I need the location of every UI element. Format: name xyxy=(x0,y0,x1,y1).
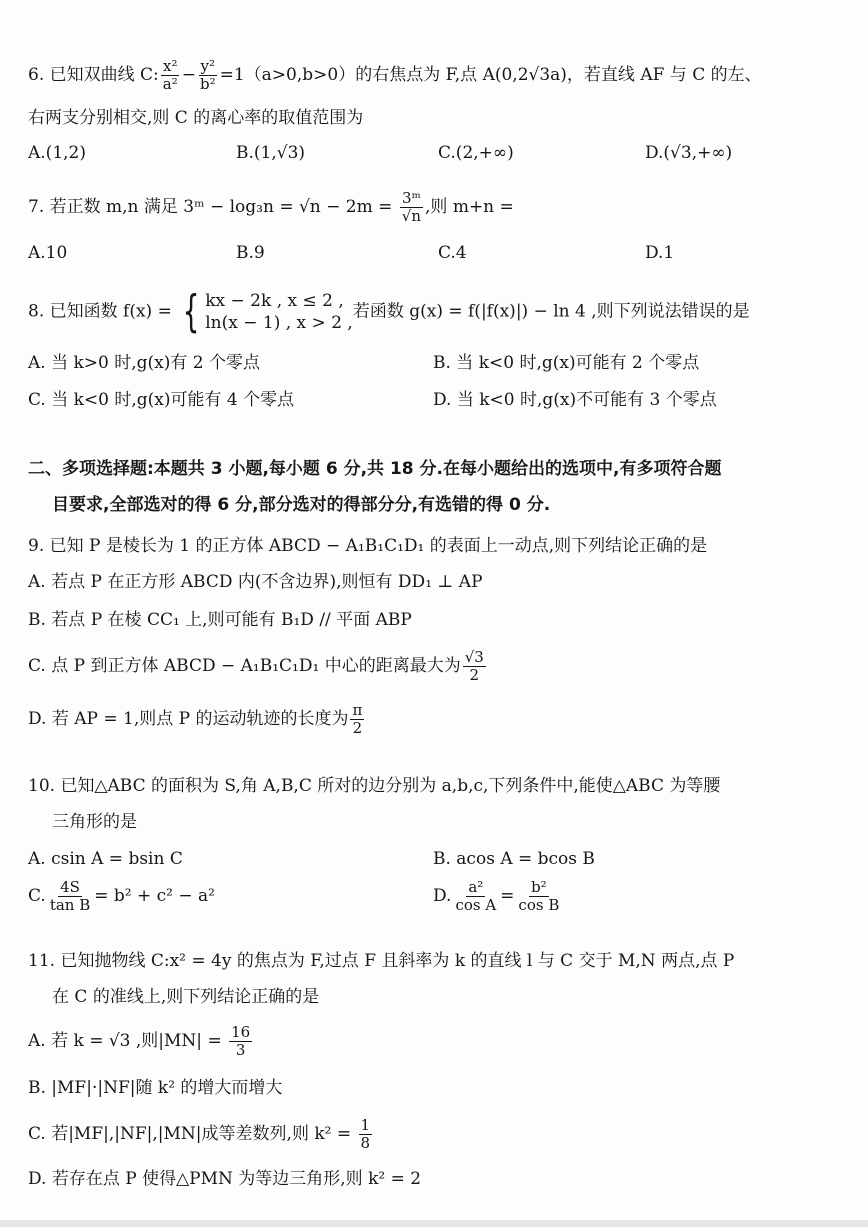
section-2-line1: 二、多项选择题:本题共 3 小题,每小题 6 分,共 18 分.在每小题给出的选项中,有多项符合题 xyxy=(28,459,722,479)
q6-frac-x-den: a² xyxy=(162,75,178,93)
q6-option-b: B.(1,√3) xyxy=(236,143,306,163)
q11-option-a-text: A. 若 k = √3 ,则|MN| = xyxy=(28,1031,228,1051)
q10-d-fraction-b xyxy=(516,879,561,914)
q10-option-c-rest: = b² + c² − a² xyxy=(94,886,215,906)
q10-d-equals: = xyxy=(500,886,515,906)
q8-option-b: B. 当 k<0 时,g(x)可能有 2 个零点 xyxy=(433,353,700,373)
q11-c-fraction xyxy=(359,1117,373,1152)
q9-c-fraction xyxy=(463,649,486,684)
q10-option-d xyxy=(433,879,838,914)
q11-stem-line1: 11. 已知抛物线 C:x² = 4y 的焦点为 F,过点 F 且斜率为 k 的直线 l 与 C 交于 M,N 两点,点 P xyxy=(28,951,735,971)
q11-option-d: D. 若存在点 P 使得△PMN 为等边三角形,则 k² = 2 xyxy=(28,1169,422,1189)
page-bottom-edge xyxy=(0,1220,868,1227)
q7-frac-den: √n xyxy=(401,207,422,225)
q9-d-fraction xyxy=(350,702,364,737)
q6-stem xyxy=(28,58,848,93)
q11-c-frac-num: 1 xyxy=(360,1116,371,1134)
q8-case-1: kx − 2k , x ≤ 2 , xyxy=(205,291,344,311)
q11-option-b: B. |MF|·|NF|随 k² 的增大而增大 xyxy=(28,1078,283,1098)
q10-d-frac-b-num: b² xyxy=(531,878,547,896)
q6-option-a: A.(1,2) xyxy=(28,143,86,163)
q7-option-a: A.10 xyxy=(28,243,68,263)
question-7 xyxy=(28,190,848,263)
q10-d-frac-a-den: cos A xyxy=(455,896,497,914)
question-9 xyxy=(28,535,848,737)
q10-option-d-label: D. xyxy=(433,886,452,906)
q11-a-frac-den: 3 xyxy=(235,1041,246,1059)
q9-d-frac-den: 2 xyxy=(352,719,363,737)
q8-option-a: A. 当 k>0 时,g(x)有 2 个零点 xyxy=(28,353,261,373)
q9-option-c-text: C. 点 P 到正方体 ABCD − A₁B₁C₁D₁ 中心的距离最大为 xyxy=(28,656,461,676)
q9-option-b: B. 若点 P 在棱 CC₁ 上,则可能有 B₁D // 平面 ABP xyxy=(28,610,412,630)
q9-option-a: A. 若点 P 在正方形 ABCD 内(不含边界),则恒有 DD₁ ⊥ AP xyxy=(28,572,483,592)
question-6 xyxy=(28,58,848,163)
q8-options-row1 xyxy=(28,348,848,373)
q10-options-row2 xyxy=(28,879,848,914)
q7-option-b: B.9 xyxy=(236,243,265,263)
brace-icon: { xyxy=(182,286,200,337)
q9-option-d-text: D. 若 AP = 1,则点 P 的运动轨迹的长度为 xyxy=(28,709,349,729)
q10-options-row1 xyxy=(28,849,848,869)
q6-minus: − xyxy=(181,65,196,85)
q6-frac-x-num: x² xyxy=(163,57,178,75)
q11-option-a xyxy=(28,1024,848,1059)
q11-stem-line2: 在 C 的准线上,则下列结论正确的是 xyxy=(52,987,320,1007)
q11-option-c xyxy=(28,1117,848,1152)
section-2-line2: 目要求,全部选对的得 6 分,部分选对的得部分分,有选错的得 0 分. xyxy=(52,495,551,515)
q8-stem-end: 若函数 g(x) = f(|f(x)|) − ln 4 ,则下列说法错误的是 xyxy=(352,301,750,322)
q11-a-frac-num: 16 xyxy=(231,1023,251,1041)
q9-stem: 9. 已知 P 是棱长为 1 的正方体 ABCD − A₁B₁C₁D₁ 的表面上一动点,则下列结论正确的是 xyxy=(28,536,708,556)
q11-option-c-text: C. 若|MF|,|NF|,|MN|成等差数列,则 k² = xyxy=(28,1124,357,1144)
q8-stem-start: 8. 已知函数 f(x) = xyxy=(28,301,178,322)
q8-options-row2 xyxy=(28,385,848,410)
q6-option-c: C.(2,+∞) xyxy=(438,143,514,163)
q6-stem-line2: 右两支分别相交,则 C 的离心率的取值范围为 xyxy=(28,108,364,128)
q6-frac-y-num: y² xyxy=(200,57,216,75)
q6-frac-y-den: b² xyxy=(199,75,216,93)
q10-stem-line1: 10. 已知△ABC 的面积为 S,角 A,B,C 所对的边分别为 a,b,c,下列条件中,能使△ABC 为等腰 xyxy=(28,776,721,796)
q6-option-d: D.(√3,+∞) xyxy=(645,143,733,163)
q9-option-d xyxy=(28,702,848,737)
q9-c-frac-num: √3 xyxy=(464,648,484,666)
q10-d-fraction-a xyxy=(453,879,498,914)
q6-options xyxy=(28,143,848,163)
q9-d-frac-num: π xyxy=(352,701,363,719)
q10-c-frac-den: tan B xyxy=(49,896,91,914)
q10-option-b: B. acos A = bcos B xyxy=(433,849,595,869)
q11-c-frac-den: 8 xyxy=(360,1134,371,1152)
q8-case-2: ln(x − 1) , x > 2 , xyxy=(205,313,353,333)
q8-option-c: C. 当 k<0 时,g(x)可能有 4 个零点 xyxy=(28,390,295,410)
section-2-heading xyxy=(28,458,721,516)
q6-fraction-y xyxy=(198,58,218,93)
q7-stem-end: ,则 m+n = xyxy=(425,197,514,217)
q8-option-d: D. 当 k<0 时,g(x)不可能有 3 个零点 xyxy=(433,390,717,410)
q10-c-frac-num: 4S xyxy=(60,878,80,896)
q9-c-frac-den: 2 xyxy=(469,666,480,684)
q7-fraction xyxy=(400,190,423,225)
q6-stem-end: =1（a>0,b>0）的右焦点为 F,点 A(0,2√3a)，若直线 AF 与 C 的左、 xyxy=(219,65,762,85)
q7-option-d: D.1 xyxy=(645,243,675,263)
q10-d-frac-b-den: cos B xyxy=(518,896,560,914)
q8-stem xyxy=(28,286,848,337)
q10-c-fraction xyxy=(48,879,92,914)
q7-stem xyxy=(28,190,848,225)
q11-a-fraction xyxy=(229,1024,252,1059)
q10-option-c-label: C. xyxy=(28,886,46,906)
question-10 xyxy=(28,775,848,914)
question-11 xyxy=(28,950,848,1190)
q7-frac-num: 3ᵐ xyxy=(402,189,421,207)
q9-option-c xyxy=(28,649,848,684)
question-8 xyxy=(28,286,848,410)
q10-d-frac-a-num: a² xyxy=(468,878,484,896)
q10-option-c xyxy=(28,879,433,914)
q7-options xyxy=(28,243,848,263)
q10-option-a: A. csin A = bsin C xyxy=(28,849,183,869)
q6-fraction-x xyxy=(161,58,180,93)
q8-piecewise xyxy=(177,286,353,337)
q7-option-c: C.4 xyxy=(438,243,467,263)
q10-stem-line2: 三角形的是 xyxy=(52,812,137,832)
q7-stem-start: 7. 若正数 m,n 满足 3ᵐ − log₃n = √n − 2m = xyxy=(28,197,398,217)
q6-stem-start: 6. 已知双曲线 C: xyxy=(28,65,159,85)
